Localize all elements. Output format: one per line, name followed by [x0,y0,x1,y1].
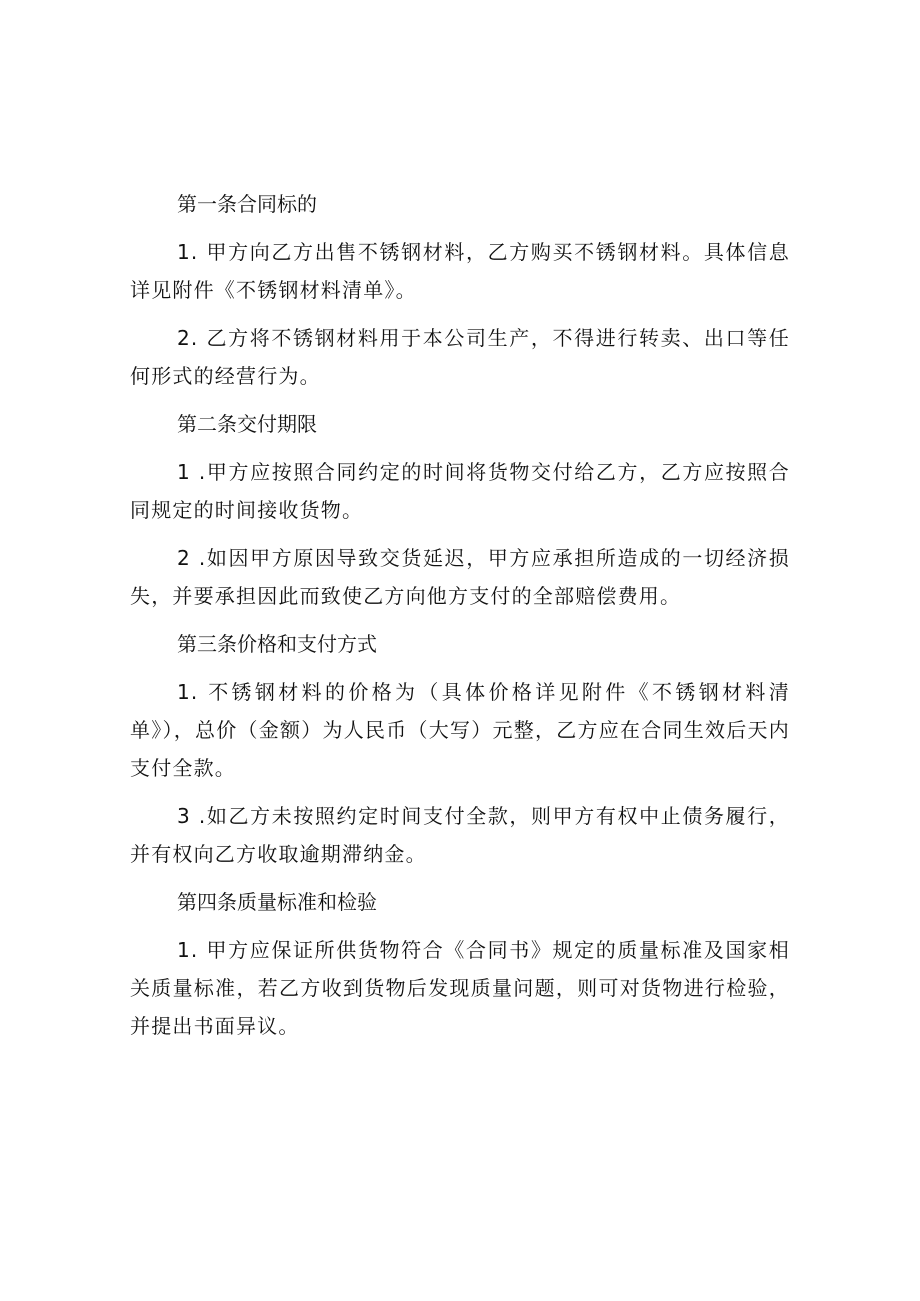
section-heading: 第二条交付期限 [177,412,317,436]
paragraph: 1. 甲方向乙方出售不锈钢材料，乙方购买不锈钢材料。具体信息详见附件《不锈钢材料清单》。 [130,240,790,302]
paragraph: 1. 不锈钢材料的价格为（具体价格详见附件《不锈钢材料清单》），总价（金额）为人民币（大写）元整，乙方应在合同生效后天内支付全款。 [130,680,790,780]
document-body [130,185,790,1055]
paragraph: 1. 甲方应保证所供货物符合《合同书》规定的质量标准及国家相关质量标准，若乙方收到货物后发现质量问题，则可对货物进行检验，并提出书面异议。 [130,938,790,1038]
paragraph: 3 .如乙方未按照约定时间支付全款，则甲方有权中止债务履行，并有权向乙方收取逾期滞纳金。 [130,804,790,866]
paragraph: 2. 乙方将不锈钢材料用于本公司生产，不得进行转卖、出口等任何形式的经营行为。 [130,326,790,388]
section-heading: 第四条质量标准和检验 [177,890,377,914]
section-heading: 第一条合同标的 [177,192,317,216]
paragraph: 1 .甲方应按照合同约定的时间将货物交付给乙方，乙方应按照合同规定的时间接收货物。 [130,460,790,522]
section-heading: 第三条价格和支付方式 [177,632,377,656]
paragraph: 2 .如因甲方原因导致交货延迟，甲方应承担所造成的一切经济损失，并要承担因此而致使乙方向他方支付的全部赔偿费用。 [130,546,790,608]
